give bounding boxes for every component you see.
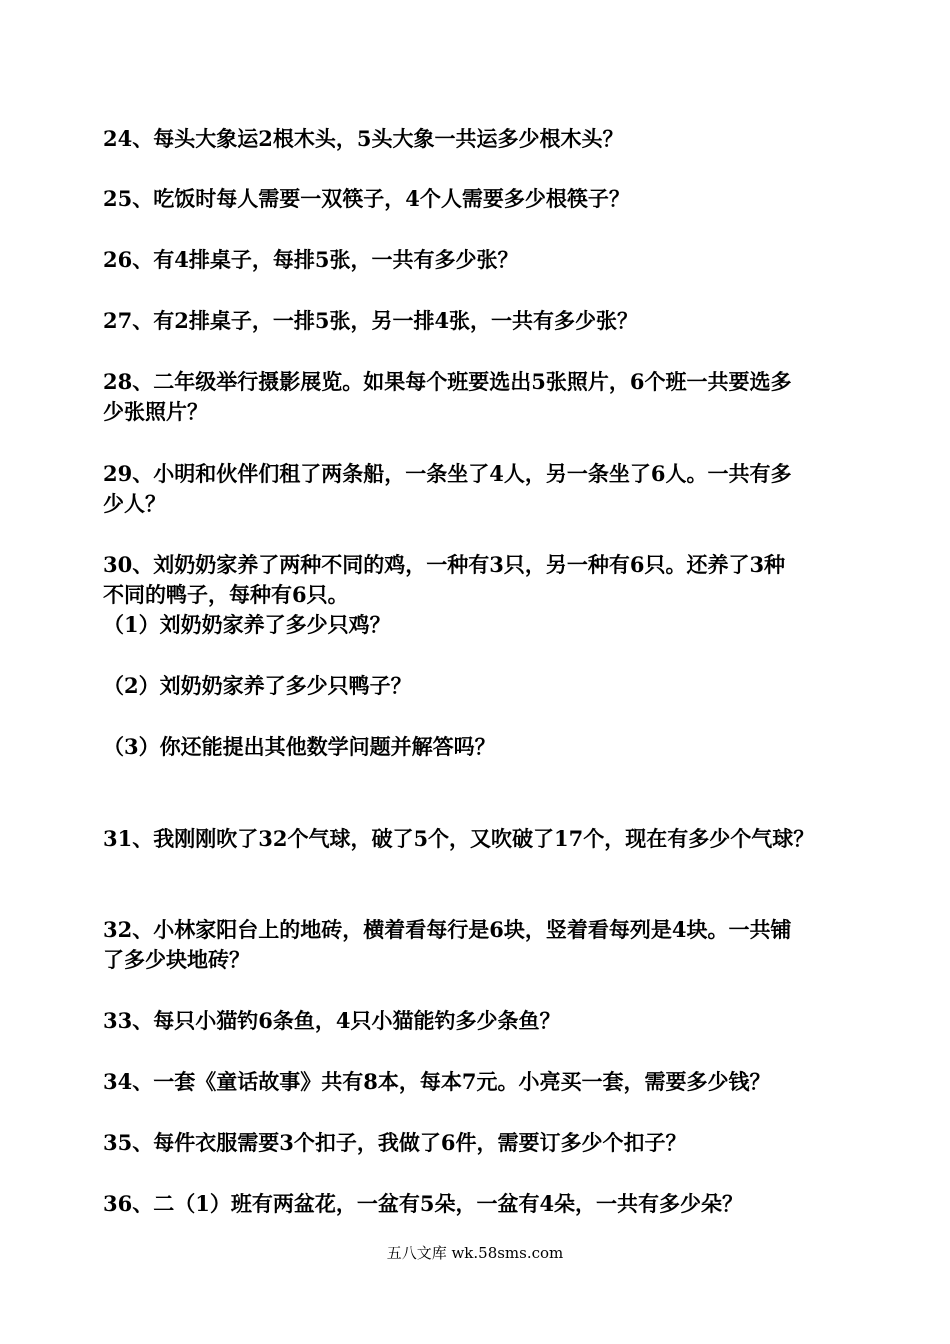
- question-30-line-1: 30、刘奶奶家养了两种不同的鸡，一种有3只，另一种有6只。还养了3种: [103, 552, 786, 577]
- question-27: 27、有2排桌子，一排5张，另一排4张，一共有多少张？: [103, 308, 639, 333]
- footer-watermark: 五八文库 wk.58sms.com: [386, 1244, 564, 1262]
- question-30-sub-1: （1）刘奶奶家养了多少只鸡？: [103, 612, 391, 637]
- question-33: 33、每只小猫钓6条鱼，4只小猫能钓多少条鱼？: [103, 1008, 561, 1033]
- question-32-line-1: 32、小林家阳台上的地砖，横着看每行是6块，竖着看每列是4块。一共铺: [103, 917, 792, 942]
- question-35: 35、每件衣服需要3个扣子，我做了6件，需要订多少个扣子？: [103, 1130, 687, 1155]
- question-26: 26、有4排桌子，每排5张，一共有多少张？: [103, 247, 519, 272]
- question-31: 31、我刚刚吹了32个气球，破了5个，又吹破了17个，现在有多少个气球？: [103, 826, 815, 851]
- question-29-line-1: 29、小明和伙伴们租了两条船，一条坐了4人，另一条坐了6人。一共有多: [103, 461, 792, 486]
- question-28-line-1: 28、二年级举行摄影展览。如果每个班要选出5张照片，6个班一共要选多: [103, 369, 792, 394]
- question-30-line-2: 不同的鸭子，每种有6只。: [103, 582, 349, 607]
- question-30-sub-3: （3）你还能提出其他数学问题并解答吗？: [103, 734, 496, 759]
- question-30-sub-2: （2）刘奶奶家养了多少只鸭子？: [103, 673, 412, 698]
- question-25: 25、吃饭时每人需要一双筷子，4个人需要多少根筷子？: [103, 186, 630, 211]
- question-29-line-2: 少人？: [103, 491, 166, 516]
- question-24: 24、每头大象运2根木头，5头大象一共运多少根木头？: [103, 126, 624, 151]
- question-28-line-2: 少张照片？: [103, 399, 208, 424]
- question-32-line-2: 了多少块地砖？: [103, 947, 250, 972]
- question-34: 34、一套《童话故事》共有8本，每本7元。小亮买一套，需要多少钱？: [103, 1069, 771, 1094]
- question-36: 36、二（1）班有两盆花，一盆有5朵，一盆有4朵，一共有多少朵？: [103, 1191, 744, 1216]
